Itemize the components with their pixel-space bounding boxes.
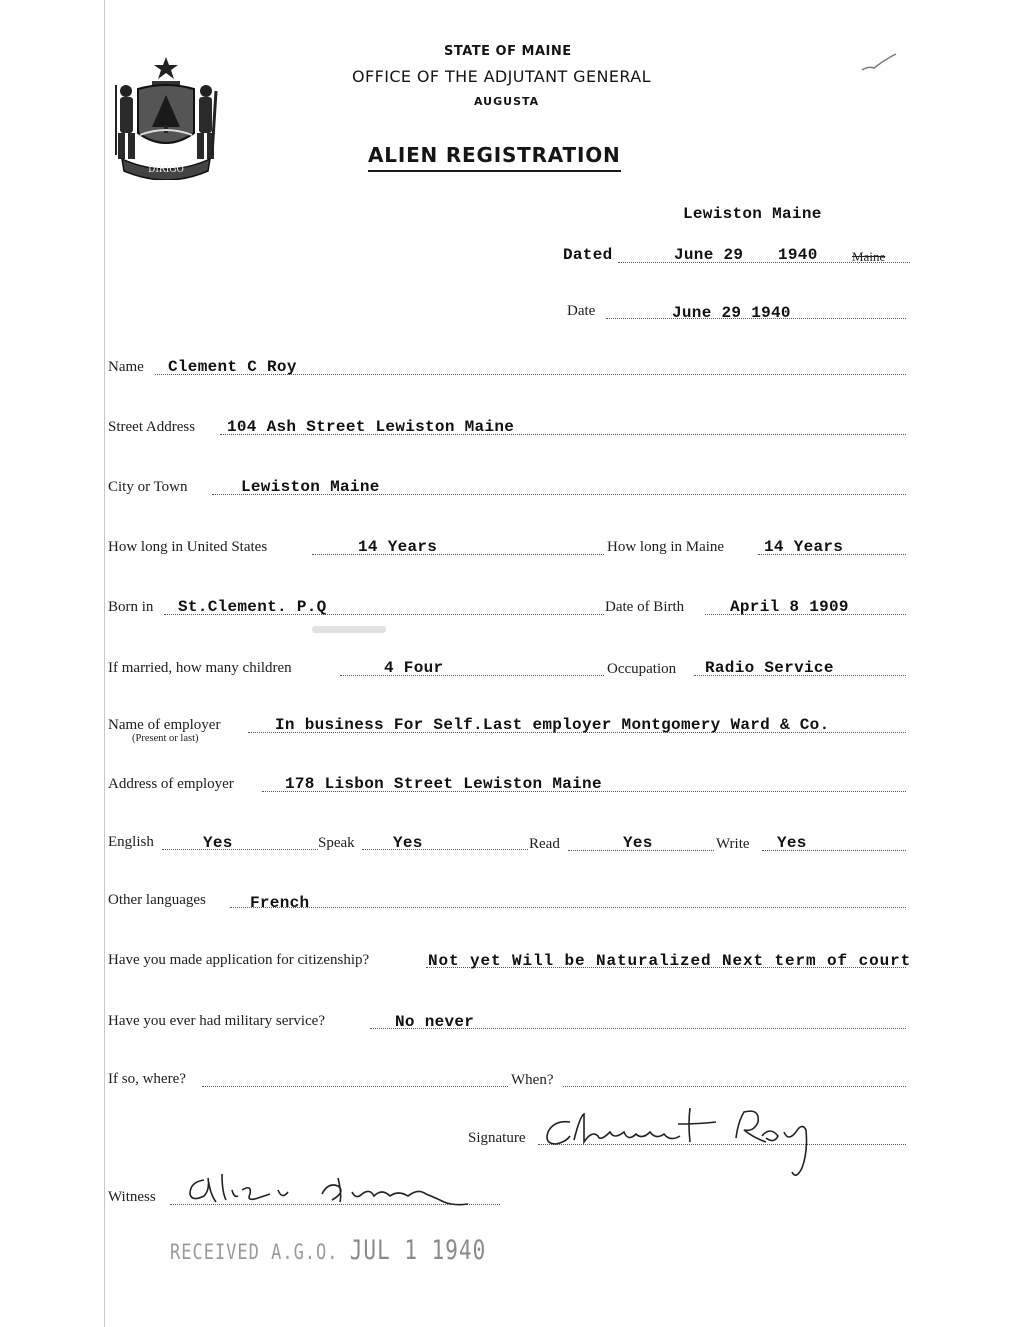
children-label: If married, how many children [108,660,292,676]
witness-signature-handwriting [182,1164,472,1212]
dated-label: Dated [563,246,613,264]
dated-month-day: June 29 [674,246,744,264]
speak-dotted-line [362,849,528,850]
name-label: Name [108,359,144,375]
dated-year: 1940 [778,246,818,264]
speak-value: Yes [393,834,423,852]
employer-address-value: 178 Lisbon Street Lewiston Maine [285,775,602,793]
signature-label: Signature [468,1130,526,1146]
occupation-label: Occupation [607,661,677,677]
years-maine-value: 14 Years [764,538,844,556]
born-in-label: Born in [108,599,154,615]
english-value: Yes [203,834,233,852]
military-value: No never [395,1013,475,1031]
check-mark-icon [858,52,898,74]
read-label: Read [529,836,560,852]
other-languages-value: French [250,894,310,912]
name-value: Clement C Roy [168,358,297,376]
years-maine-label: How long in Maine [607,539,725,555]
english-label: English [108,834,154,850]
employer-value: In business For Self.Last employer Montgomery Ward & Co. [275,716,830,734]
born-in-value: St.Clement. P.Q [178,598,327,616]
maine-state-seal-icon [108,55,224,180]
svg-text:DIRIGO: DIRIGO [148,165,184,175]
state-heading: STATE OF MAINE [444,44,572,59]
citizenship-value: Not yet Will be Naturalized Next term of court [428,952,912,970]
if-so-where-dotted-line [202,1086,508,1087]
signature-handwriting [540,1102,830,1186]
employer-label: Name of employer [108,717,221,733]
date-of-birth-value: April 8 1909 [730,598,849,616]
write-label: Write [716,836,750,852]
form-title: ALIEN REGISTRATION [368,143,621,172]
years-us-dotted-line [312,554,604,555]
struck-maine-text: Maine [852,249,886,264]
employer-label-block [108,717,220,747]
city-town-value: Lewiston Maine [241,478,380,496]
employer-sublabel: (Present or last) [132,733,199,744]
street-address-label: Street Address [108,419,196,435]
received-stamp-date: JUL 1 1940 [349,1235,487,1265]
street-address-value: 104 Ash Street Lewiston Maine [227,418,515,436]
city-heading: AUGUSTA [474,95,540,108]
if-so-where-label: If so, where? [108,1071,186,1087]
received-stamp-text: RECEIVED A.G.O. [170,1240,339,1265]
write-value: Yes [777,834,807,852]
children-value: 4 Four [384,659,444,677]
page-left-border [104,0,105,1327]
speak-label: Speak [318,835,355,851]
other-languages-dotted-line [230,907,906,908]
years-us-value: 14 Years [358,538,438,556]
city-town-label: City or Town [108,479,188,495]
office-heading: OFFICE OF THE ADJUTANT GENERAL [352,67,651,86]
citizenship-label: Have you made application for citizenship? [108,952,370,968]
received-stamp [170,1235,486,1265]
witness-label: Witness [108,1189,156,1205]
when-label: When? [511,1072,554,1088]
date-label: Date [567,303,596,319]
smudge-mark [312,626,386,633]
other-languages-label: Other languages [108,892,206,908]
place-value: Lewiston Maine [683,205,822,223]
date-value: June 29 1940 [672,304,791,322]
when-dotted-line [563,1086,906,1087]
military-label: Have you ever had military service? [108,1013,325,1029]
employer-address-label: Address of employer [108,776,234,792]
children-dotted-line [340,675,604,676]
date-of-birth-label: Date of Birth [605,599,685,615]
years-us-label: How long in United States [108,539,268,555]
occupation-value: Radio Service [705,659,834,677]
read-value: Yes [623,834,653,852]
english-dotted-line [162,849,318,850]
